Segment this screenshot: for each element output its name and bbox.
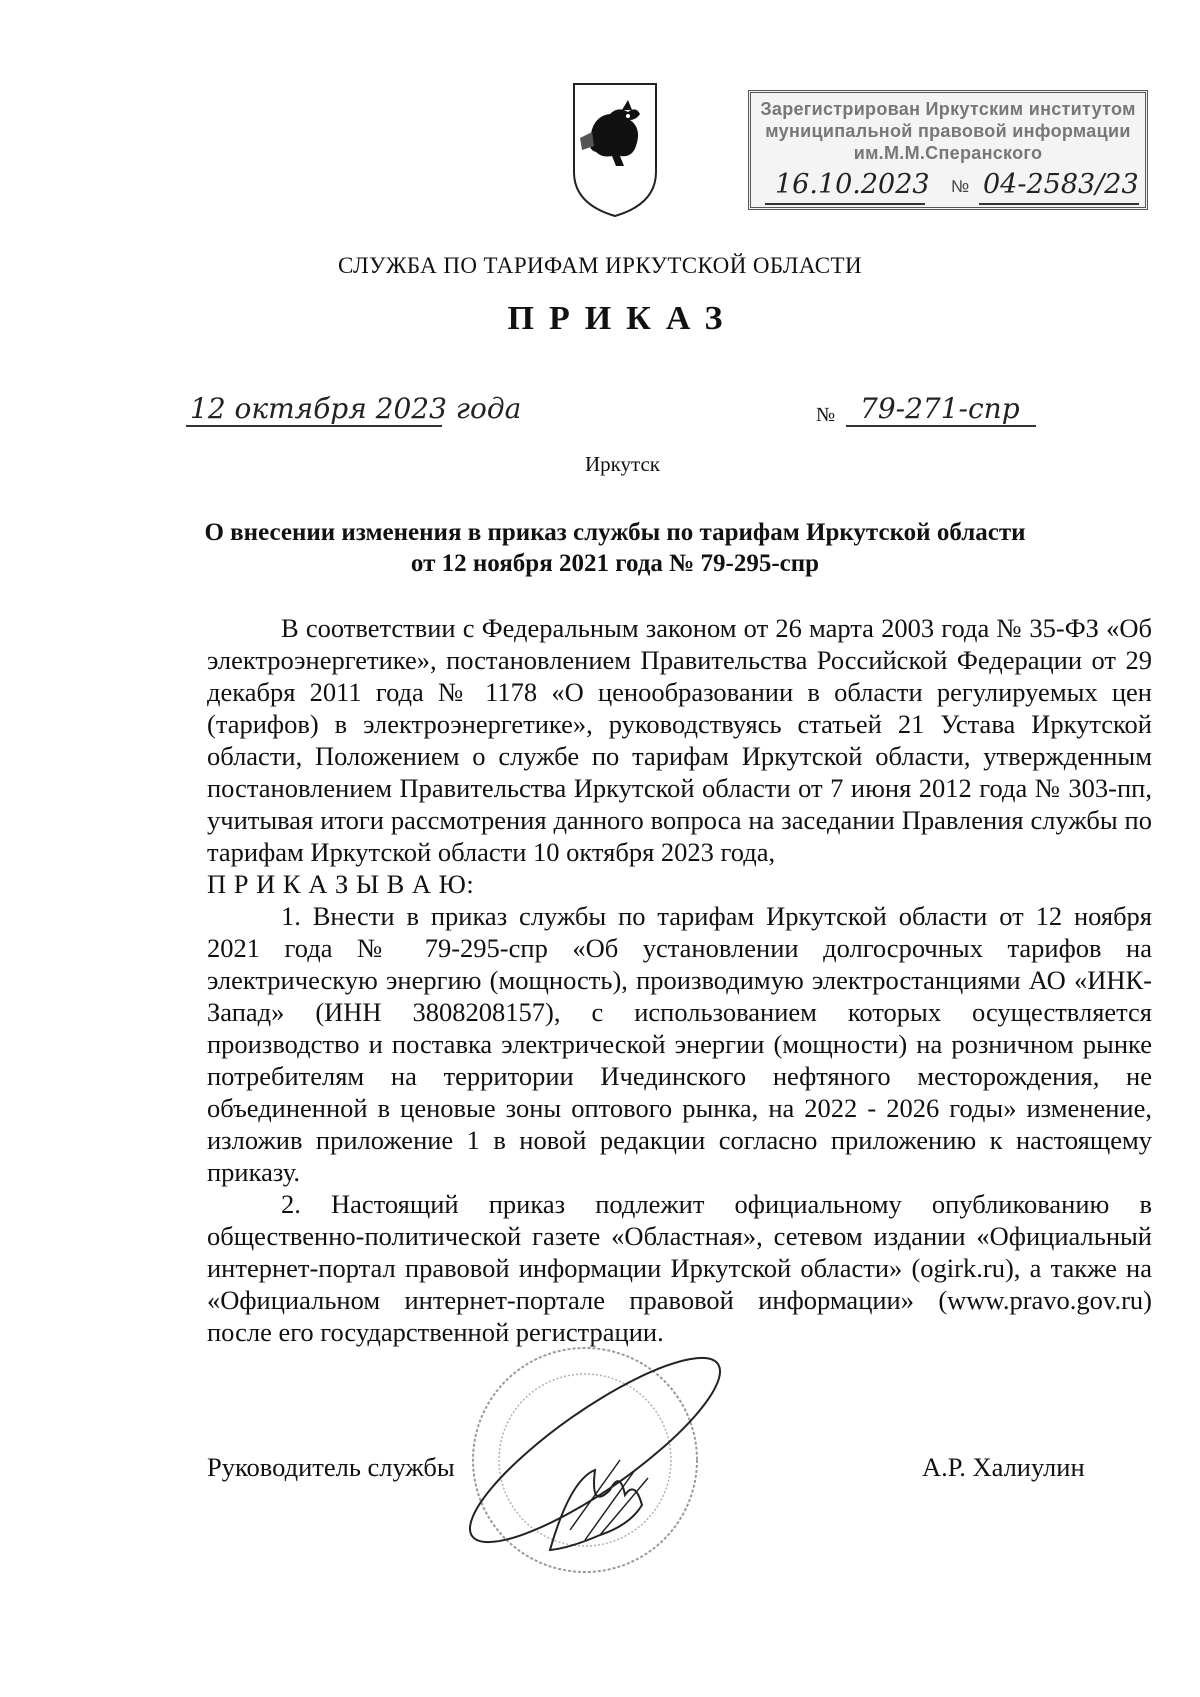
- preamble-paragraph: В соответствии с Федеральным законом от 26 марта 2003 года № 35-ФЗ «Об электроэнергетике», постановлением Правительства Российской Федерации от 29 декабря 2011 года № 1178 «О ценообразовании в области регулируемых цен (тарифов) в электроэнергетике», руководствуясь статьей 21 Устава Иркутской области, Положением о службе по тарифам Иркутской области, утвержденным постановлением Правительства Иркутской области от 7 июня 2012 года № 303-пп, учитывая итоги рассмотрения данного вопроса на заседании Правления службы по тарифам Иркутской области 10 октября 2023 года,: [207, 613, 1152, 867]
- signatory-name: А.Р. Халиулин: [922, 1452, 1085, 1482]
- heading-line: от 12 ноября 2021 года № 79-295-спр: [410, 550, 820, 577]
- registration-date-underline: [765, 203, 925, 205]
- registration-stamp-line: Зарегистрирован Иркутским институтом: [760, 99, 1136, 119]
- coat-of-arms-emblem: [570, 80, 660, 220]
- order-item-2: 2. Настоящий приказ подлежит официальному опубликованию в общественно-политической газете «Областная», сетевом издании «Официальный интернет-портал правовой информации Иркутской области» (ogirk.ru), а также на «Официальном интернет-портале правовой информации» (www.pravo.gov.ru) после его государственной регистрации.: [207, 1189, 1152, 1347]
- order-directive: П Р И К А З Ы В А Ю:: [207, 869, 475, 899]
- official-seal-with-signature: [420, 1320, 750, 1600]
- registration-stamp: [748, 90, 1148, 210]
- document-body: [207, 612, 1152, 1348]
- order-date-underline: [186, 425, 442, 427]
- heading-line: О внесении изменения в приказ службы по тарифам Иркутской области: [204, 519, 1026, 546]
- document-type-title: ПРИКАЗ: [507, 300, 738, 337]
- registration-stamp-line: им.М.М.Сперанского: [853, 143, 1043, 163]
- registration-date: 16.10.2023: [775, 169, 930, 200]
- document-heading: [200, 517, 1030, 579]
- order-date: 12 октября 2023 года: [190, 392, 522, 425]
- order-number-underline: [846, 425, 1036, 427]
- city: Иркутск: [584, 452, 661, 476]
- signatory-title: Руководитель службы: [207, 1452, 455, 1482]
- order-number-label: №: [816, 404, 836, 426]
- registration-number-label: №: [951, 177, 970, 196]
- registration-stamp-line: муниципальной правовой информации: [765, 121, 1131, 141]
- agency-name: СЛУЖБА ПО ТАРИФАМ ИРКУТСКОЙ ОБЛАСТИ: [338, 253, 862, 278]
- registration-number: 04-2583/23: [983, 169, 1139, 200]
- order-number: 79-271-спр: [860, 392, 1020, 425]
- order-item-1: 1. Внести в приказ службы по тарифам Иркутской области от 12 ноября 2021 года № 79-295-спр «Об установлении долгосрочных тарифов на электрическую энергию (мощность), производимую электростанциями АО «ИНК-Запад» (ИНН 3808208157), с использованием которых осуществляется производство и поставка электрической энергии (мощности) на розничном рынке потребителям на территории Ичединского нефтяного месторождения, не объединенной в ценовые зоны оптового рынка, на 2022 - 2026 годы» изменение, изложив приложение 1 в новой редакции согласно приложению к настоящему приказу.: [207, 901, 1152, 1187]
- registration-number-underline: [979, 203, 1139, 205]
